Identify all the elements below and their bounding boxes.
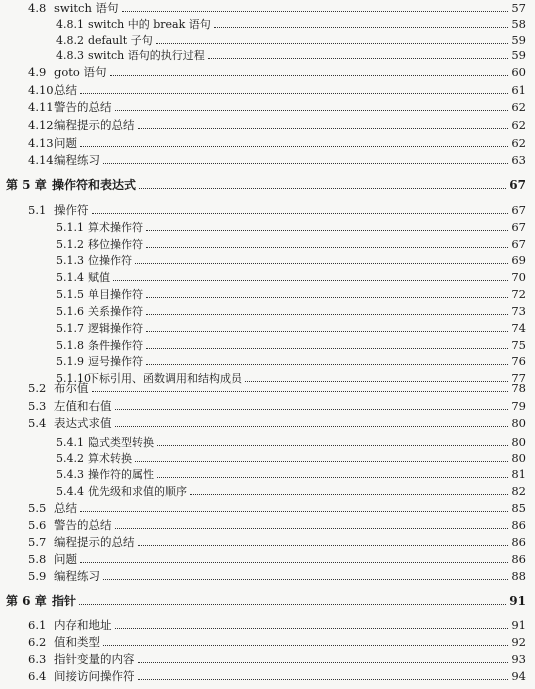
entry-title: 隐式类型转换 <box>88 436 154 449</box>
entry-title: 总结 <box>54 83 77 97</box>
entry-title: 优先级和求值的顺序 <box>88 485 187 498</box>
entry-number: 5.1.10 <box>56 372 91 385</box>
dot-leader <box>135 461 508 462</box>
entry-number: 4.9 <box>28 65 47 79</box>
entry-title: 警告的总结 <box>54 518 112 532</box>
entry-page-number: 79 <box>511 399 526 413</box>
entry-number: 5.3 <box>28 399 47 413</box>
entry-title: 编程提示的总结 <box>54 535 135 549</box>
dot-leader <box>138 128 508 129</box>
chapter-entry <box>0 177 535 194</box>
entry-title: 条件操作符 <box>88 339 143 352</box>
entry-page-number: 73 <box>511 304 526 318</box>
entry-page-number: 80 <box>511 435 526 449</box>
dot-leader <box>122 11 508 12</box>
entry-page-number: 86 <box>511 535 526 549</box>
entry-page-number: 91 <box>509 594 526 608</box>
entry-title: 总结 <box>54 501 77 515</box>
dot-leader <box>208 58 508 59</box>
entry-number: 6.1 <box>28 618 47 632</box>
dot-leader <box>138 545 508 546</box>
entry-title: 下标引用、函数调用和结构成员 <box>88 372 242 385</box>
entry-page-number: 77 <box>511 371 526 385</box>
toc-entry <box>0 466 535 483</box>
dot-leader <box>80 93 508 94</box>
toc-entry <box>0 500 535 517</box>
toc-entry <box>0 0 535 17</box>
entry-page-number: 60 <box>511 65 526 79</box>
entry-title: switch 语句 <box>54 1 119 15</box>
dot-leader <box>156 43 508 44</box>
entry-title: 关系操作符 <box>88 305 143 318</box>
entry-number: 4.11 <box>28 100 54 114</box>
toc-entry <box>0 651 535 668</box>
toc-entry <box>0 16 535 33</box>
entry-number: 4.12 <box>28 118 54 132</box>
entry-title: default 子句 <box>88 34 153 47</box>
dot-leader <box>115 528 508 529</box>
toc-entry <box>0 568 535 585</box>
dot-leader <box>135 263 508 264</box>
entry-page-number: 82 <box>511 484 526 498</box>
entry-number: 5.1.5 <box>56 288 84 301</box>
entry-number: 5.9 <box>28 569 47 583</box>
dot-leader <box>214 27 508 28</box>
entry-number: 5.7 <box>28 535 47 549</box>
toc-entry <box>0 320 535 337</box>
entry-number: 第 5 章 <box>6 178 47 192</box>
dot-leader <box>110 75 508 76</box>
entry-title: switch 中的 break 语句 <box>88 18 211 31</box>
dot-leader <box>138 679 508 680</box>
entry-page-number: 93 <box>511 652 526 666</box>
entry-number: 第 6 章 <box>6 594 47 608</box>
entry-page-number: 88 <box>511 569 526 583</box>
toc-entry <box>0 64 535 81</box>
dot-leader <box>92 391 508 392</box>
dot-leader <box>146 297 508 298</box>
toc-entry <box>0 398 535 415</box>
chapter-entry <box>0 593 535 610</box>
entry-number: 5.5 <box>28 501 47 515</box>
entry-title: 表达式求值 <box>54 416 112 430</box>
entry-title: 编程练习 <box>54 153 100 167</box>
entry-title: 操作符 <box>54 203 89 217</box>
toc-entry <box>0 353 535 370</box>
entry-number: 4.14 <box>28 153 54 167</box>
dot-leader <box>146 348 508 349</box>
entry-title: goto 语句 <box>54 65 107 79</box>
entry-number: 4.8.1 <box>56 18 84 31</box>
entry-number: 4.8.2 <box>56 34 84 47</box>
entry-title: 间接访问操作符 <box>54 669 135 683</box>
entry-page-number: 91 <box>511 618 526 632</box>
toc-entry <box>0 634 535 651</box>
entry-number: 5.4.2 <box>56 452 84 465</box>
entry-number: 4.8 <box>28 1 47 15</box>
entry-title: 编程练习 <box>54 569 100 583</box>
entry-number: 5.1.4 <box>56 271 84 284</box>
entry-number: 5.2 <box>28 381 47 395</box>
entry-page-number: 80 <box>511 416 526 430</box>
dot-leader <box>190 494 508 495</box>
toc-entry <box>0 668 535 685</box>
entry-page-number: 70 <box>511 270 526 284</box>
entry-number: 5.8 <box>28 552 47 566</box>
entry-number: 5.4 <box>28 416 47 430</box>
entry-number: 6.3 <box>28 652 47 666</box>
toc-entry <box>0 219 535 236</box>
entry-page-number: 59 <box>511 33 526 47</box>
toc-entry <box>0 152 535 169</box>
entry-title: 警告的总结 <box>54 100 112 114</box>
toc-entry <box>0 517 535 534</box>
dot-leader <box>80 511 508 512</box>
dot-leader <box>79 604 506 605</box>
dot-leader <box>146 230 508 231</box>
dot-leader <box>146 364 508 365</box>
dot-leader <box>157 445 508 446</box>
entry-page-number: 85 <box>511 501 526 515</box>
toc-entry <box>0 380 535 397</box>
entry-page-number: 78 <box>511 381 526 395</box>
entry-page-number: 80 <box>511 451 526 465</box>
toc-entry <box>0 135 535 152</box>
entry-title: 内存和地址 <box>54 618 112 632</box>
dot-leader <box>146 331 508 332</box>
toc-entry <box>0 551 535 568</box>
dot-leader <box>103 163 508 164</box>
entry-number: 5.1.1 <box>56 221 84 234</box>
entry-page-number: 76 <box>511 354 526 368</box>
toc-entry <box>0 617 535 634</box>
entry-page-number: 63 <box>511 153 526 167</box>
entry-title: 指针 <box>52 594 77 608</box>
entry-page-number: 92 <box>511 635 526 649</box>
entry-title: 指针变量的内容 <box>54 652 135 666</box>
entry-page-number: 62 <box>511 100 526 114</box>
entry-number: 5.6 <box>28 518 47 532</box>
dot-leader <box>146 247 508 248</box>
dot-leader <box>139 188 506 189</box>
entry-page-number: 67 <box>511 220 526 234</box>
entry-number: 5.1.2 <box>56 238 84 251</box>
dot-leader <box>115 110 508 111</box>
entry-page-number: 72 <box>511 287 526 301</box>
dot-leader <box>103 645 508 646</box>
entry-title: 单目操作符 <box>88 288 143 301</box>
toc-entry <box>0 534 535 551</box>
entry-page-number: 67 <box>511 203 526 217</box>
dot-leader <box>138 662 508 663</box>
entry-page-number: 59 <box>511 48 526 62</box>
dot-leader <box>80 562 508 563</box>
entry-number: 4.10 <box>28 83 54 97</box>
toc-entry <box>0 303 535 320</box>
entry-page-number: 67 <box>511 237 526 251</box>
entry-page-number: 67 <box>509 178 526 192</box>
entry-number: 5.4.4 <box>56 485 84 498</box>
entry-number: 5.1.9 <box>56 355 84 368</box>
toc-entry <box>0 483 535 500</box>
dot-leader <box>115 426 508 427</box>
entry-page-number: 58 <box>511 17 526 31</box>
entry-page-number: 75 <box>511 338 526 352</box>
dot-leader <box>80 146 508 147</box>
entry-number: 4.13 <box>28 136 54 150</box>
toc-entry <box>0 47 535 64</box>
toc-entry <box>0 415 535 432</box>
toc-entry <box>0 269 535 286</box>
entry-page-number: 69 <box>511 253 526 267</box>
dot-leader <box>103 579 508 580</box>
entry-title: 编程提示的总结 <box>54 118 135 132</box>
toc-entry <box>0 434 535 451</box>
toc-entry <box>0 99 535 116</box>
toc-entry <box>0 337 535 354</box>
toc-entry <box>0 252 535 269</box>
dot-leader <box>113 280 508 281</box>
entry-page-number: 57 <box>511 1 526 15</box>
toc-entry <box>0 286 535 303</box>
entry-page-number: 62 <box>511 118 526 132</box>
entry-number: 5.1.6 <box>56 305 84 318</box>
entry-title: 问题 <box>54 136 77 150</box>
entry-title: 逻辑操作符 <box>88 322 143 335</box>
dot-leader <box>146 314 508 315</box>
entry-number: 4.8.3 <box>56 49 84 62</box>
dot-leader <box>115 628 508 629</box>
toc-entry <box>0 450 535 467</box>
entry-page-number: 86 <box>511 552 526 566</box>
entry-title: 问题 <box>54 552 77 566</box>
dot-leader <box>92 213 508 214</box>
entry-title: 左值和右值 <box>54 399 112 413</box>
entry-number: 5.1.8 <box>56 339 84 352</box>
entry-page-number: 62 <box>511 136 526 150</box>
entry-title: 赋值 <box>88 271 110 284</box>
entry-title: 逗号操作符 <box>88 355 143 368</box>
entry-number: 5.1.3 <box>56 254 84 267</box>
entry-title: switch 语句的执行过程 <box>88 49 205 62</box>
entry-title: 移位操作符 <box>88 238 143 251</box>
entry-number: 5.1 <box>28 203 47 217</box>
toc-entry <box>0 117 535 134</box>
entry-title: 位操作符 <box>88 254 132 267</box>
toc-entry <box>0 202 535 219</box>
entry-title: 操作符和表达式 <box>52 178 137 192</box>
entry-number: 6.4 <box>28 669 47 683</box>
toc-entry <box>0 236 535 253</box>
entry-title: 布尔值 <box>54 381 89 395</box>
toc-entry <box>0 82 535 99</box>
entry-title: 算术转换 <box>88 452 132 465</box>
entry-page-number: 74 <box>511 321 526 335</box>
entry-title: 算术操作符 <box>88 221 143 234</box>
entry-title: 值和类型 <box>54 635 100 649</box>
entry-number: 5.1.7 <box>56 322 84 335</box>
entry-page-number: 61 <box>511 83 526 97</box>
dot-leader <box>157 477 508 478</box>
entry-page-number: 86 <box>511 518 526 532</box>
entry-page-number: 81 <box>511 467 526 481</box>
entry-number: 5.4.3 <box>56 468 84 481</box>
entry-title: 操作符的属性 <box>88 468 154 481</box>
dot-leader <box>115 409 508 410</box>
entry-number: 5.4.1 <box>56 436 84 449</box>
entry-number: 6.2 <box>28 635 47 649</box>
entry-page-number: 94 <box>511 669 526 683</box>
